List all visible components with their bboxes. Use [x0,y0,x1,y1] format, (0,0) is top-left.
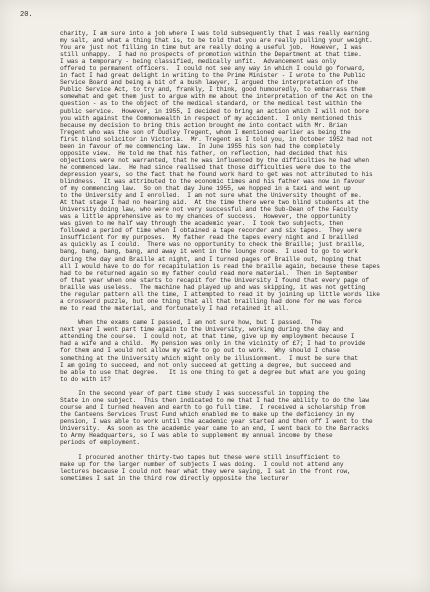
paragraph [60,390,390,446]
text-line: charity, I am sure into a job where I was told subsequently that I was really earning [60,30,369,37]
text-line: Tregent who was the son of Dudley Tregent, whom I mentioned earlier as being the [60,128,351,136]
text-line: to Army Headquarters, so I was able to supplement my annual income by these [60,432,333,440]
text-line: make up for the larger number of subjects I was doing. I could not attend any [60,460,344,468]
text-line: be able to use that degree. It is one thing to get a degree but what are you going [60,368,366,376]
text-line: to the University and I enrolled. I am not sure what the University thought of me. [60,192,362,200]
text-line: I procured another thirty-two tapes but these were still insufficient to [60,453,340,461]
text-line: of that year when one starts to recapit for the University I found that every page of [60,276,369,284]
text-line: had to be returned again so my father could read more material. Then in September [60,269,359,277]
text-line: been in favour of me commencing law. In June 1955 his son had the completely [60,142,340,150]
text-line: lectures because I could not hear what they were saying, I sat in the front row, [60,467,351,475]
text-line: to do with it? [60,375,111,383]
text-line: still unhappy. I had no prospects of promotion within the Department at that time. [60,51,362,59]
text-line: as quickly as I could. There was no opportunity to check the Braille; just braille, [60,241,366,249]
text-line: In the second year of part time study I was successful in topping the [60,390,329,398]
text-line: followed a period of time when I obtained a tape recorder and six tapes. They were [60,227,362,235]
text-line: I am going to succeed, and not only succeed at getting a degree, but succeed and [60,361,351,369]
text-line: blindness. It was attributed to the economic times and his father was now in favour [60,177,366,185]
text-line: attending the course. I could not, at that time, give up my employment because I [60,333,355,341]
text-line: Service Board and being a bit of a bush lawyer, I argued the interpretation of the [60,79,359,87]
text-line: had a wife and a child. My pension was only in the vicinity of £7; I had to provide [60,340,366,348]
paragraph [60,319,390,382]
page-number: 20. [20,11,33,19]
paragraph-gap [60,446,390,453]
paragraph [60,454,390,482]
text-line: question - as to the object of the medical standard, or the medical test within the [60,100,362,108]
text-line: all I would have to do for recapitulation is read the braille again, because these tapes [60,262,380,270]
text-line: first blind solicitor in Victoria. Mr. Tregent as I told you, in October 1952 had not [60,135,373,143]
text-line: University. As soon as the academic year came to an end, I went back to the Barracks [60,425,369,433]
body-text [60,30,390,482]
paragraph [60,30,390,312]
text-line: me to read the material, and fortunately I had retained it all. [60,304,290,312]
paragraph-gap [60,312,390,319]
text-line: you with against the Commonwealth in respect of my accident. I only mentioned this [60,114,362,122]
text-line: was given to me half way through the academic year. I took two subjects, then [60,220,344,228]
text-line: sometimes I sat in the third row directly opposite the lecturer [60,474,290,482]
text-line: because my decision to bring this action brought me into contact with Mr. Brian [60,121,348,129]
text-line: periods of employment. [60,439,140,447]
text-line: somewhat and get them just to argue with me about the interpretation of the Act on the [60,93,373,101]
text-line: At that stage I had no hearing aid. At the time there were two blind students at the [60,199,369,207]
text-line: of my commencing law. So on that day June 1955, we hopped in a taxi and went up [60,185,351,193]
text-line: When the exams came I passed, I am not sure how, but I passed. The [60,319,322,327]
text-line: offered to permanent officers. I could not see any way in which I could go forward, [60,65,366,73]
text-line: You are just not filling in time but are really doing a useful job. However, I was [60,44,362,52]
text-line: in fact I had great delight in writing to the Prime Minister - I wrote to the Public [60,72,366,80]
paragraph-gap [60,383,390,390]
text-line: he commenced law. He had since realised that those difficulties were due to the [60,163,351,171]
text-line: objections were not warranted, that he was influenced by the difficulties he had when [60,156,369,164]
text-line: the regular pattern all the time, I attempted to read it by joining up little words like [60,290,380,298]
text-line: pension, I was able to work until the academic year started and then off I went to the [60,418,373,426]
text-line: a crossword puzzle, but one thing that all that brailling had done for me was force [60,297,362,305]
text-line: depression years, so the fact that he found work hard to get was not attributed to his [60,170,373,178]
text-line: course and I turned heaven and earth to go full time. I received a scholarship from [60,404,366,412]
text-line: State in one subject. This then indicated to me that I had the ability to do the law [60,397,369,405]
text-line: my salt, and what a thing that is, to be told that you are really pulling your weight. [60,37,373,45]
text-line: braille was useless. The machine had played up and was skipping, it was not getting [60,283,366,291]
text-line: during the day and Braille at night, and I turned pages of Braille out, hoping that [60,255,362,263]
text-line: insufficient for my purposes. My father read the tapes every night and I brailled [60,234,359,242]
text-line: bang, bang, bang, bang, and away it went in the lounge room. I used to go to work [60,248,359,256]
text-line: for them and I would not allow my wife to go out to work. Why should I chase [60,347,340,355]
text-line: the Canteens Services Trust Fund which enabled me to make up the deficiency in my [60,411,355,419]
text-line: Public Service Act, to try and, frankly, I think, good humouredly, to embarrass them [60,86,366,94]
text-line: opposite view. He told me that his father, on reflection, had decided that his [60,149,348,157]
text-line: next year I went part time again to the University, working during the day and [60,326,344,334]
text-line: something at the University which might only be illusionment. I must be sure that [60,354,359,362]
text-line: public service. However, in 1955, I decided to bring an action which I will not bore [60,107,369,115]
text-line: was a little apprehensive as to my chances of success. However, the opportunity [60,213,351,221]
text-line: University doing law, who were not very successful and the Sub-Dean of the Faculty [60,206,359,214]
text-line: I was a temporary - being classified, medically unfit. Advancement was only [60,58,337,66]
